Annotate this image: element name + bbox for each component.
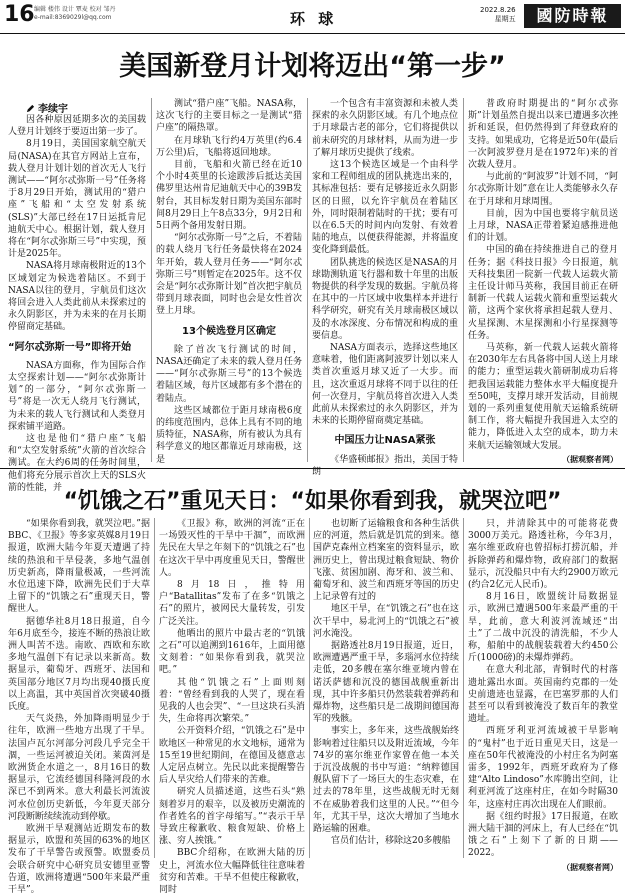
column-divider [151,98,152,462]
paragraph: “如果你看到我，就哭泣吧。”据BBC、《卫报》等多家英媒8月19日报道，欧洲大陆今年夏天遭遇了持续的热浪和干旱侵袭，多地气温创历史新高，降雨量极减，一些河流水位迅速下降，欧洲先民们于大草上留下的“饥饿之石”重现天日，警醒世人。 [8,519,150,615]
paragraph: 一个包含有丰富资源和未被人类探索的永久阴影区域。有几个地点位于月球最古老的部分，它们将提供以前未研究的月球材料，从而为进一步了解月球历史提供了线索。 [312,99,458,158]
article1-column-3 [312,98,458,477]
article2-column-2 [159,518,305,896]
paragraph: 欧洲干旱观测站近期发布的数据显示，欧盟和英国的63%的地区发布了干旱警告或预警。欧盟委员会联合研究中心研究员安德里亚警告道，欧洲将遭遇“500年来最严重干旱”。 [8,824,150,896]
paragraph: 这些区域都位于距月球南极6度的纬度范围内，总体上具有不同的地质特征，NASA称，所有被认为具有科学意义的地区都靠近月球南极，这是 [156,405,302,465]
paragraph: 也切断了运输粮食和各种生活供应的河道，然后就是饥荒的到来。德国萨克森州立档案室的资料显示，欧洲历史上，曾出现过粮食短缺、物价飞涨、贫困加剧、海牙和、波兰和、葡萄牙和、波兰和西班牙等国的历史上记录曾有过的 [313,519,459,603]
subheading: 13个候选登月区确定 [182,325,276,337]
paragraph: 这13个候选区域是一个由科学家和工程师组成的团队挑选出来的，其标准包括：要有足够接近永久阴影区的日照，以允许宇航员在着陆区外，同时限制着陆时的干扰；要有可以在6.5天的时间内向发射、有效着陆的地点，以便获得能源，并将温度变化降到最低。 [312,160,458,256]
paragraph: 《卫报》称，欧洲的河流“正在一场毁灭性的干旱中干涸”，而欧洲先民在大旱之年刻下的“饥饿之石”也在这次干旱中再度重见天日，警醒世人。 [159,519,305,578]
weekday-text: 星期五 [494,15,516,23]
column-divider [154,518,155,858]
paragraph: BBC介绍称，在欧洲大陆的历史上，河流水位大幅降低往往意味着贫穷和苦难。干旱不但使庄稼歉收，同时 [159,848,305,896]
article2-byline: （据观察者网） [562,862,618,872]
article1-column-2 [156,98,302,465]
paragraph: 官员们估计，移除这20多艘船 [331,836,451,847]
paragraph: 目前，因为中国也要将宇航员送上月球，NASA正带着紧迫感推进他们的计划。 [468,208,618,244]
paragraph: 他晒出的照片中最古老的“饥饿之石”可以追溯到1616年，上面用德文刻着：“如果你看到我，就哭泣吧。” [159,628,305,676]
paragraph: 这也是他们“猎户座”飞船和“太空发射系统”火箭的首次综合测试。在大约6周的任务时间里，他们将充分展示首次上天的SLS火箭的性能，并 [8,434,146,493]
paragraph: 公开资料介绍，“饥饿之石”是中欧地区一种常见的水文地标，通常为15至19世纪期间，在德国及德意志人定居点树立。先民以此来提醒警告后人旱灾给人们带来的苦难。 [159,726,305,786]
column-divider [463,518,464,858]
paragraph: “阿尔忒弥斯一号”之后，不着陆的载人绕月飞行任务最快将在2024年开始，载人登月任务——“阿尔忒弥斯三号”则暂定在2025年。这不仅会是“阿尔忒弥斯计划”首次把宇航员带到月球表面，同时也会是女性首次登上月球。 [156,233,302,317]
header-rule [0,33,625,34]
article2-headline: “饥饿之石”重见天日：“如果你看到我，就哭泣吧” [63,489,562,514]
column-divider [309,518,310,858]
article1-headline: 美国新登月计划将迈出“第一步” [119,51,506,82]
article2-column-3 [313,518,459,858]
email-line: e-mail:8369029l@qq.com [34,14,112,21]
author-name: 李续宇 [38,104,68,115]
date-text: 2022.8.26 [480,6,516,14]
paragraph: 只，并清除其中的可能将花费3000万美元。路透社称，今年3月，塞尔维亚政府也曾招标打捞沉船，并拆除弹药和爆炸物，政府部门的数据显示，沉没船只中有大约2900万欧元(约合2亿元人民币)。 [468,519,618,591]
article1-column-4 [468,98,618,462]
paragraph: 8月18日，推特用户“Batallitas”发布了在多“饥饿之石”的照片，被网民大量转发，引发广泛关注。 [159,580,305,627]
paragraph: NASA方面称，作为国际合作太空探索计划——“阿尔忒弥斯计划”的一部分，“阿尔忒弥斯一号”将是一次无人绕月飞行测试，为未来的载人飞行测试和人类登月探索铺平道路。 [8,360,146,432]
article-separator [0,468,625,469]
paragraph: 因各种原因延期多次的美国载人登月计划终于要迈出第一步了。 [8,115,146,138]
paragraph: 马英称，新一代载人运载火箭将在2030年左右具备将中国人送上月球的能力；重型运载火箭研制成功后将把我国运载能力整体水平大幅度提升至50吨，支撑月球开发活动，目前规划的一系列重复使用航天运输系统研制工作，将大幅提升我国进入太空的能力，降低进入太空的成本，助力未来航天运输领域大发展。 [468,343,618,451]
paragraph: 在意大利北部，青铜时代的村落遗址露出水面。英国南约克郡的一处史前遗迹也显露，在巴塞罗那的人们甚至可以看到被淹没了数百年的教堂遗址。 [468,665,618,725]
issue-date [480,6,516,24]
article1-byline: （据观察者网） [562,454,618,464]
paragraph: 据德华社8月18日报道，自今年6月底至今，接连不断的热浪让欧洲人叫苦不迭。南欧、西欧和东欧多地气温创下有记录以来新高。数据显示，葡萄牙、西班牙、法国和英国部分地区7月均出现40摄氏度以上高温，其中英国首次突破40摄氏度。 [8,616,150,713]
paragraph: 其他“饥饿之石”上面则刻着：“曾经看到我的人哭了，现在看见我的人也会哭”、“一旦这块石头消失，生命将再次繁荣。” [159,677,305,725]
paragraph: 除了首次飞行测试的时间，NASA还确定了未来的载人登月任务——“阿尔忒弥斯三号”的13个候选着陆区域，每片区域都有多个潜在的着陆点。 [156,344,302,404]
editor-line: 编辑 楼伟 设计 覃麦 校对 邹丹 [34,6,116,13]
paragraph: 普政府时期提出的“阿尔忒弥斯”计划虽然自提出以来已遭遇多次挫折和延误，但仍然得到了拜登政府的支持。如果成功，它将是近50年(最后一次阿波罗登月是在1972年)来的首次载人登月。 [468,99,618,171]
paragraph: 8月16日，欧盟统计局数据显示，欧洲已遭遇500年来最严重的干旱，此前，意大利波河流域还“出土”了二战中沉没的清洗船，不少人称，船舶中的战舰装载着大约450公斤(1000磅)的未爆炸弹药。 [468,592,618,664]
masthead-logo: 國防時報 [524,4,621,28]
paragraph: 目前，飞船和火箭已经在近10个小时4英里的长途跋涉后抵达美国佛罗里达州肯尼迪航天中心的39B发射台，其目标发射日期为美国东部时间8月29日上午8点33分，9月2日和5日两个备用发射日期。 [156,160,302,232]
paragraph: 地区干旱，在“饥饿之石”也在这次干旱中，易北河上的“饥饿之石”被河水淹没。 [313,604,459,639]
page-header [0,0,625,34]
paragraph: NASA将月球南极附近的13个区域划定为候选着陆区。不到于NASA以往的登月，宇航员们这次将回会进入人类此前从未探索过的永久阴影区，并为未来的在月长期停留商定基础。 [8,261,146,333]
paragraph: 天气炎热，外加降雨明显少于往年，欧洲一些地方出现了干旱。法国卢瓦尔河部分河段几乎完全干涸，一些运河被迫关闭。莱茵河是欧洲货企水道之一，8月16日的数据显示，它流经德国科隆河段的水深已不到两米。意大利最长河流波河水位创历史新低，今年夏天部分河段断断续续流动到停歇。 [8,714,150,822]
page-number: 16 [4,2,35,27]
paragraph: 中国的确在持续推进自己的登月任务；据《科技日报》今日报道，航天科技集团一院新一代载人运载火箭主任设计师马英称，我国目前正在研制新一代载人运载火箭和重型运载火箭，这两个家伙将承担起载人登月、火星探测、木星探测和小行星探测等任务。 [468,245,618,341]
subheading: 中国压力让NASA紧张 [334,435,436,447]
section-title: 环 球 [290,10,338,28]
paragraph: 《华盛顿邮报》指出，美国于特朗 [312,454,458,477]
pen-icon [26,104,35,113]
paragraph: 据《纽约时报》17日报道，在欧洲大陆干涸的河床上，有人已经在“饥饿之石”上刻下了新的日期——2022。 [468,811,618,859]
article1-author [26,100,68,115]
column-divider [463,98,464,462]
paragraph: NASA方面表示，选择这些地区意味着，他们距离阿波罗计划以来人类首次重返月球又近了一大步。而且，这次重返月球将不同于以往的任何一次登月，宇航员将首次进入人类此前从未探索过的永久阴影区，并为未来的长期停留商奠定基础。 [312,343,458,427]
editor-info [34,6,116,22]
article1-column-1 [8,114,146,493]
paragraph: 在月球轨飞行约4万英里(约6.4万公里)后，飞船将返回地球。 [156,135,302,158]
subheading: “阿尔忒弥斯一号”即将开始 [8,341,132,353]
paragraph: 研究人员描述道，这些石头“熟刻着岁月的艰辛，以及被历史潮流的作者姓名的首字母缩写。”“表示干旱导致庄稼歉收、粮食短缺、价格上涨、穷人挨饿。” [159,787,305,847]
paragraph: 西班牙利亚河流域被干旱影响的“鬼村”也于近日重见天日，这是一座在50年代被淹没的小村庄名为阿塞雷多，1992年，西班牙政府为了修建“Alto Lindoso”水库腾出空间，让利亚河流了这座村庄，在如今时隔30年，这座村庄再次出现在人们眼前。 [468,726,618,810]
paragraph: 事实上，多年来，这些战舰始终影响着过往船只以及附近流域，今年74岁的塞尔维亚作家曾在他一本关于沉没战舰的书中写道：“纳粹德国舰队留下了一场巨大的生态灾难，在过去的78年里，这些战舰无时无刻不在威胁着我们这里的人民。”“但今年，尤其干旱，这次大增加了当地水路运输的困难。 [313,726,459,835]
paragraph: 与此前的“阿波罗”计划不同，“阿尔忒弥斯计划”意在让人类能够永久存在于月球和月球周围。 [468,172,618,207]
column-divider [307,98,308,462]
article2-column-4 [468,518,618,872]
paragraph: 据路透社8月19日报道，近日，欧洲遭遇严重干旱，多瑙河水位持续走低，20多艘在塞尔维亚境内曾在诺沃萨德和沉没的德国战舰重新出现，其中许多船只仍然装载着弹药和爆炸物，这些船只是二战期间德国海军的残骸。 [313,641,459,725]
article2-column-1 [8,518,150,896]
paragraph: 团队挑选的候选区是NASA的月球勘测轨道飞行器和数十年里的出版物提供的科学发现的数据。宇航员将在其中的一片区域中收集样本并进行科学研究，研究有关月球南极区域以及的水冰深度、分布情况和构成的重要信息。 [312,257,458,341]
paragraph: 测试“猎户座”飞船。NASA称，这次飞行的主要目标之一是测试“猎户座”的隔热罩。 [156,99,302,134]
paragraph: 8月19日，美国国家航空航天局(NASA)在其官方网站上宣布，载人登月计划计划的首次无人飞行测试——“阿尔忒弥斯一号”任务将于8月29日开始，测试用的“猎户座”飞船和“太空发射系统(SLS)”大部已经在17日运抵肯尼迪航天中心。根据计划，载人登月将在“阿尔忒弥斯三号”中实现，预计是2025年。 [8,139,146,260]
